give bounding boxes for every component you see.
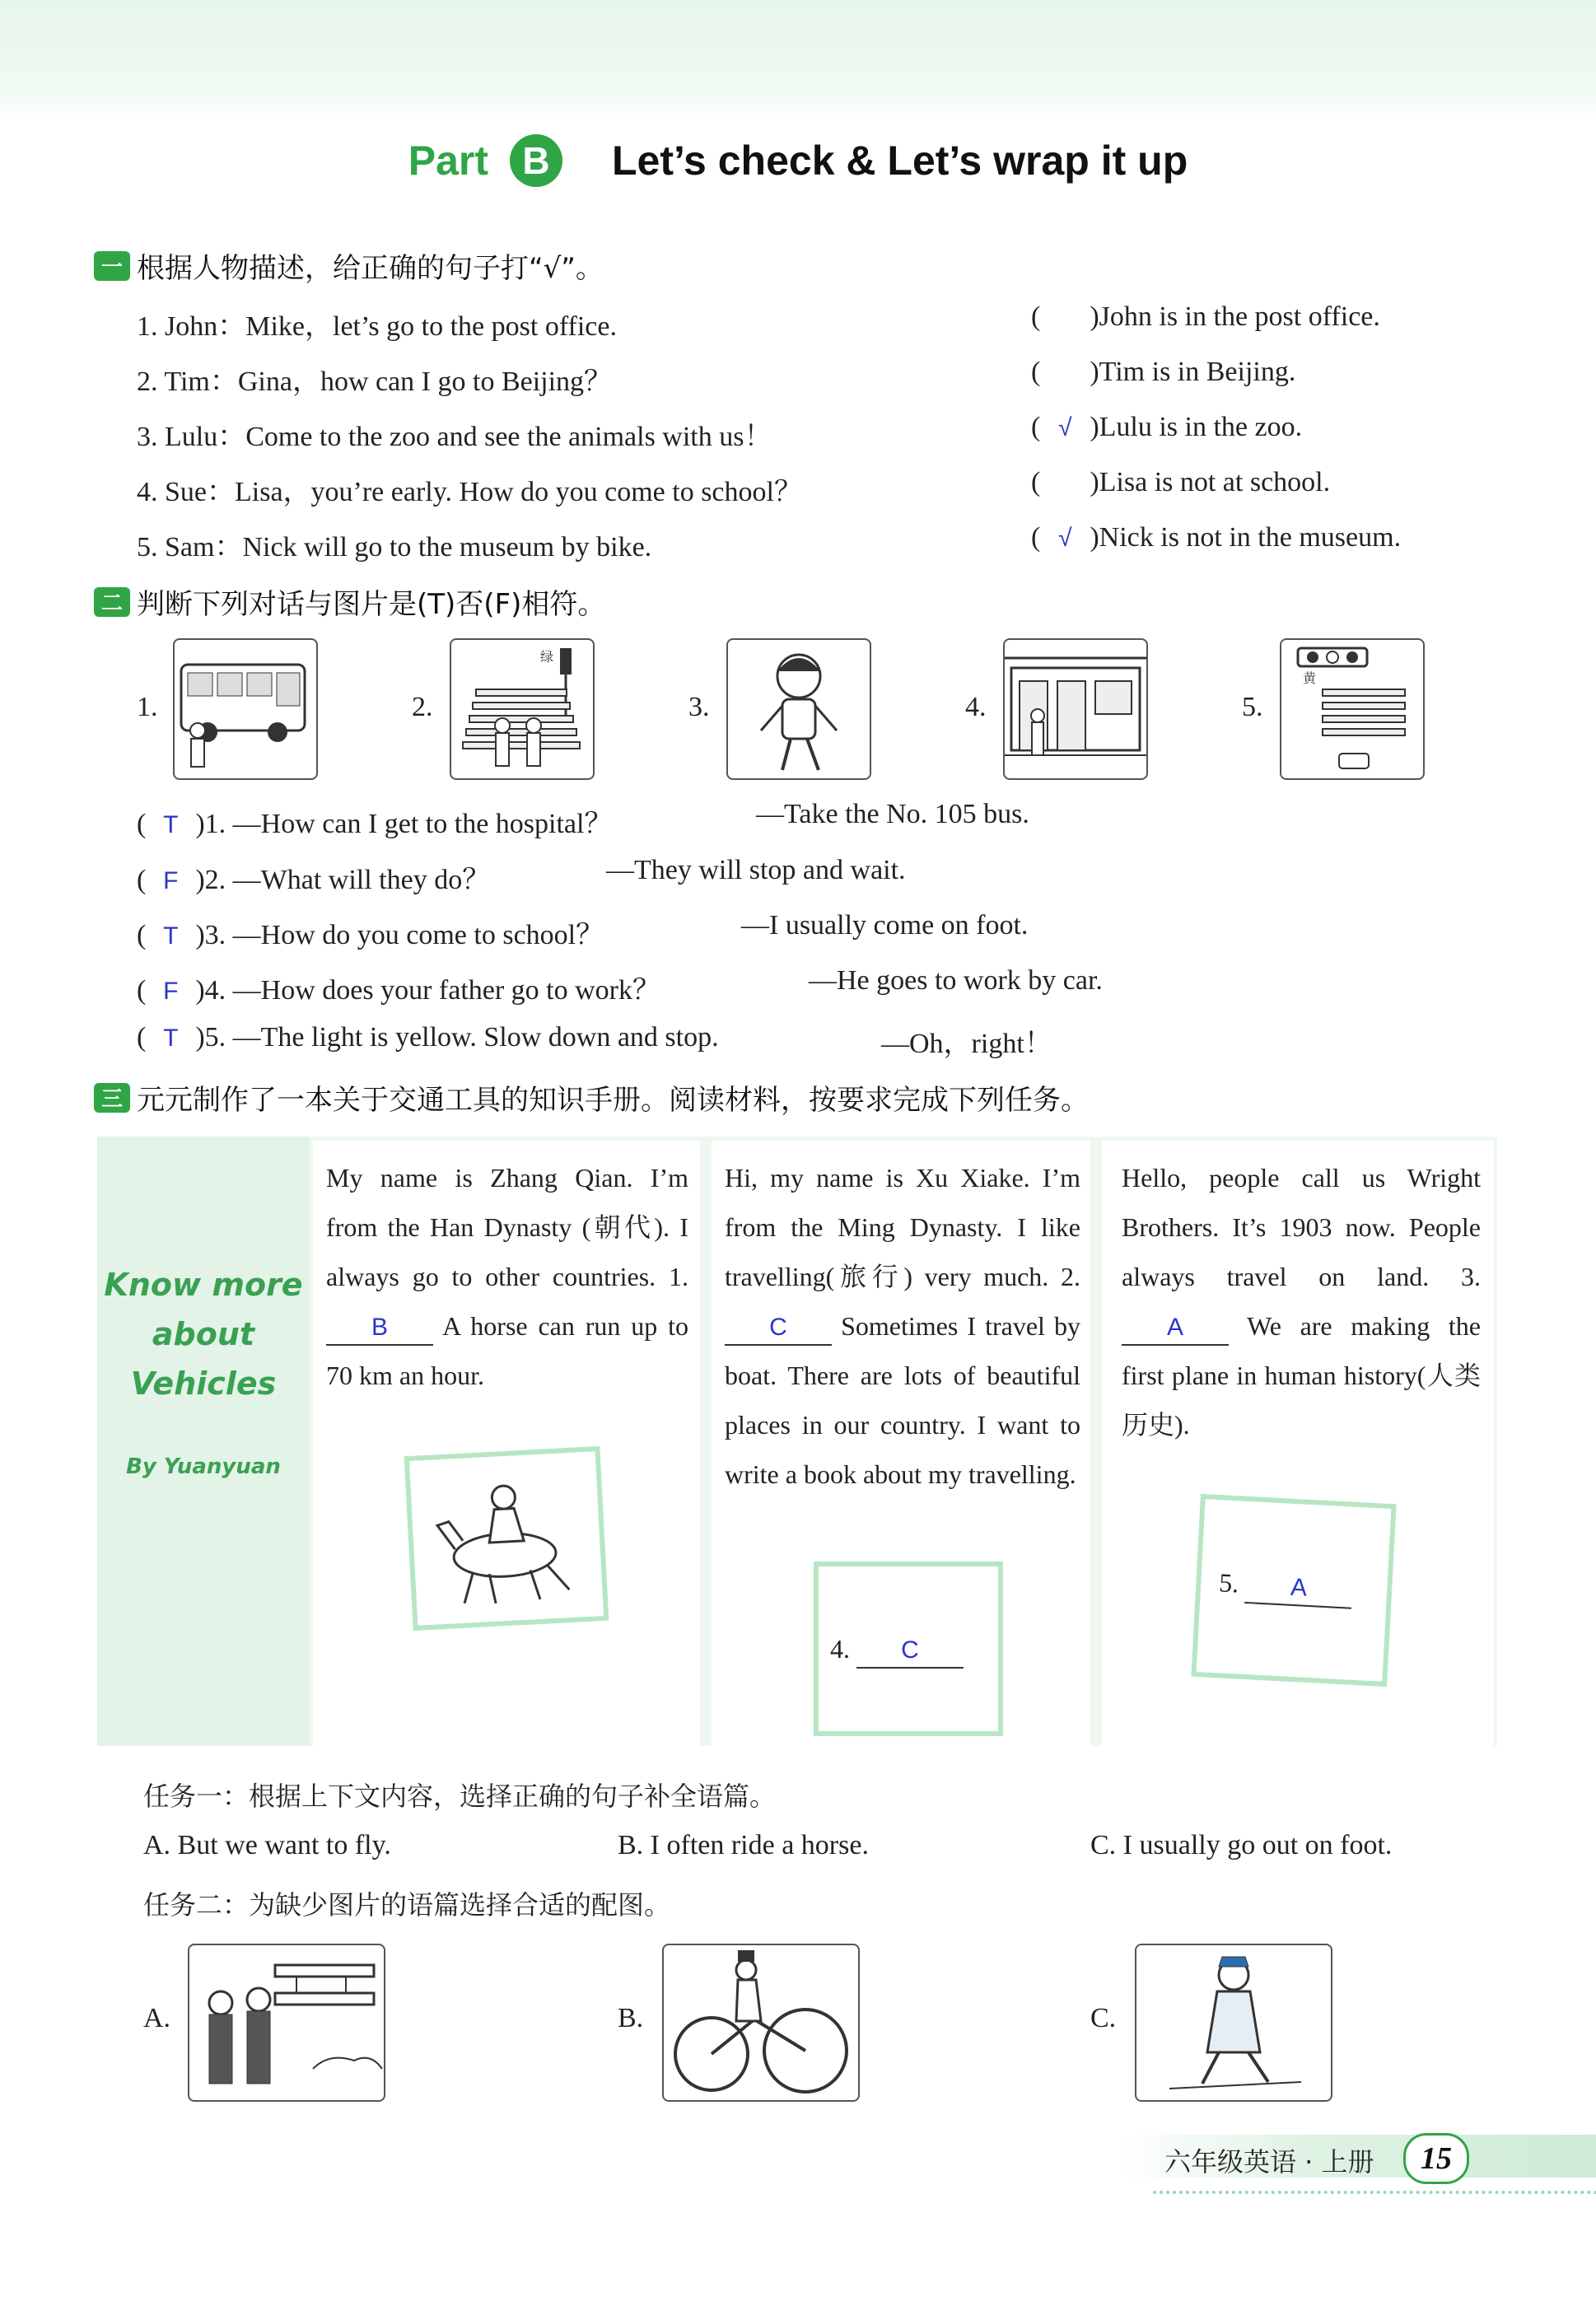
picture-option-c-label: C. <box>1090 2003 1117 2033</box>
picture-slot-5 <box>1191 1494 1396 1687</box>
section3-instruction: 元元制作了一本关于交通工具的知识手册。阅读材料，按要求完成下列任务。 <box>137 1084 1089 1117</box>
s2-dialog-4: ( F )4. —How does your father go to work？ <box>137 975 660 1006</box>
section3-heading <box>94 1077 1089 1118</box>
section2-heading <box>94 581 605 622</box>
picture-number-2: 2. <box>412 692 433 722</box>
lesson-title: Let’s check & Let’s wrap it up <box>612 138 1188 184</box>
section-number-icon: 一 <box>94 251 130 281</box>
traveller-icon <box>1136 1945 1331 2100</box>
boy-icon <box>728 640 870 778</box>
s2-answer-2[interactable]: F <box>163 867 179 894</box>
column1-text: My name is Zhang Qian. I’m from the Han Dynasty (朝代). I always go to other countries. 1. B A horse can run up to 70 km an hour. <box>326 1163 688 1390</box>
blank-2[interactable]: C <box>725 1311 832 1346</box>
section-number-icon: 三 <box>94 1083 130 1113</box>
s1-statement-4: ( )Lisa is not at school. <box>1031 467 1331 497</box>
walking-boy-picture <box>726 638 871 780</box>
handbook-cover <box>97 1137 310 1746</box>
task2-instruction: 任务二：为缺少图片的语篇选择合适的配图。 <box>143 1889 671 1921</box>
option-b: B. I often ride a horse. <box>618 1830 869 1860</box>
s1-question-5: 5. Sam：Nick will go to the museum by bike. <box>137 532 652 562</box>
walking-traveller-picture <box>1135 1944 1332 2102</box>
s2-reply-5: —Oh，right！ <box>881 1029 1052 1059</box>
traffic-sign-text: 黄 <box>1303 670 1317 686</box>
s1-statement-5: ( √ )Nick is not in the museum. <box>1031 522 1402 553</box>
picture-slot-4 <box>814 1561 1003 1736</box>
picture-option-b-label: B. <box>618 2003 644 2033</box>
traffic-sign-text: 绿 <box>540 649 554 665</box>
blank-3[interactable]: A <box>1122 1311 1229 1346</box>
blank-5[interactable]: A <box>1244 1569 1353 1609</box>
s2-answer-1[interactable]: T <box>163 811 179 838</box>
bus-icon <box>175 640 316 778</box>
s2-dialog-1: ( T )1. —How can I get to the hospital？ <box>137 809 613 839</box>
picture-number-4: 4. <box>965 692 987 722</box>
blank-4[interactable]: C <box>856 1634 964 1669</box>
s1-question-4: 4. Sue：Lisa，you’re early. How do you come to school？ <box>137 477 802 507</box>
picture-slot-4-number: 4. <box>830 1634 850 1664</box>
s2-reply-1: —Take the No. 105 bus. <box>756 799 1029 829</box>
s2-answer-3[interactable]: T <box>163 922 179 950</box>
train-icon <box>1005 640 1146 778</box>
traffic-light-icon <box>1281 640 1423 778</box>
footer-dotted-line <box>1153 2191 1596 2194</box>
s2-answer-5[interactable]: T <box>163 1025 179 1052</box>
s1-answer-3[interactable]: √ <box>1058 414 1072 441</box>
picture-number-1: 1. <box>137 692 158 722</box>
bicycle-icon <box>664 1945 858 2100</box>
s2-reply-2: —They will stop and wait. <box>606 855 906 885</box>
section1-heading <box>94 245 604 286</box>
picture-number-3: 3. <box>688 692 710 722</box>
bicycle-picture <box>662 1944 860 2102</box>
zhang-qian-picture-frame <box>404 1446 609 1631</box>
s1-statement-3: ( √ )Lulu is in the zoo. <box>1031 412 1303 442</box>
section-number-icon: 二 <box>94 587 130 617</box>
s1-statement-1: ( )John is in the post office. <box>1031 301 1380 332</box>
crosswalk-picture <box>450 638 595 780</box>
page-number: 15 <box>1403 2133 1469 2184</box>
option-c: C. I usually go out on foot. <box>1090 1830 1393 1860</box>
cover-title-line2: about <box>152 1316 255 1352</box>
book-title: 六年级英语 · 上册 <box>1164 2146 1374 2178</box>
section2-instruction: 判断下列对话与图片是(T)否(F)相符。 <box>137 588 606 621</box>
s2-dialog-2: ( F )2. —What will they do？ <box>137 865 491 895</box>
train-platform-picture <box>1003 638 1148 780</box>
s2-dialog-3: ( T )3. —How do you come to school？ <box>137 920 604 950</box>
wright-brothers-picture <box>188 1944 385 2102</box>
crosswalk-icon <box>451 640 593 778</box>
cover-author: By Yuanyuan <box>126 1454 281 1479</box>
section1-instruction: 根据人物描述，给正确的句子打“√”。 <box>137 252 604 285</box>
task1-instruction: 任务一：根据上下文内容，选择正确的句子补全语篇。 <box>143 1781 777 1812</box>
picture-option-a-label: A. <box>143 2003 171 2033</box>
s2-reply-4: —He goes to work by car. <box>809 965 1103 996</box>
traffic-light-picture <box>1280 638 1425 780</box>
part-letter-badge: B <box>510 134 562 187</box>
s2-dialog-5: ( T )5. —The light is yellow. Slow down and stop. <box>137 1022 719 1053</box>
cover-title-line1: Know more <box>104 1267 303 1303</box>
cover-title-line3: Vehicles <box>130 1365 277 1402</box>
s2-reply-3: —I usually come on foot. <box>741 910 1029 941</box>
s2-answer-4[interactable]: F <box>163 978 179 1005</box>
part-word: Part <box>408 138 488 184</box>
bus-stop-picture <box>173 638 318 780</box>
picture-number-5: 5. <box>1242 692 1263 722</box>
horse-rider-icon <box>409 1451 604 1626</box>
s1-question-1: 1. John：Mike，let’s go to the post office. <box>137 311 617 342</box>
top-decor-band <box>0 0 1596 124</box>
s1-statement-2: ( )Tim is in Beijing. <box>1031 357 1296 387</box>
column3-text: Hello, people call us Wright Brothers. It’s 1903 now. People always travel on land. 3. A We are making the first plane in human history(人类历史). <box>1122 1163 1482 1440</box>
option-a: A. But we want to fly. <box>143 1830 391 1860</box>
s1-question-3: 3. Lulu：Come to the zoo and see the animals with us！ <box>137 422 772 452</box>
column2-text: Hi, my name is Xu Xiake. I’m from the Ming Dynasty. I like travelling(旅行) very much. 2. C Sometimes I travel by boat. There are lots of beautiful places in our country. I want to write a book about my travelling. <box>725 1163 1081 1489</box>
airplane-icon <box>189 1945 384 2100</box>
s1-answer-5[interactable]: √ <box>1058 525 1072 552</box>
s1-question-2: 2. Tim：Gina，how can I go to Beijing？ <box>137 366 613 397</box>
picture-slot-5-number: 5. <box>1218 1567 1240 1599</box>
blank-1[interactable]: B <box>326 1311 433 1346</box>
page-title <box>0 124 1596 198</box>
